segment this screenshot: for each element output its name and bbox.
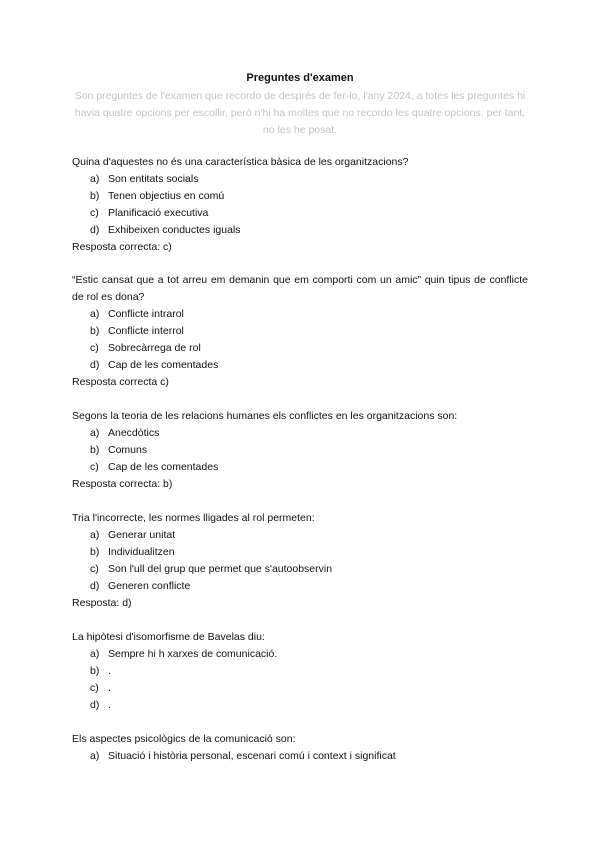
answer-line: Resposta correcta c)	[72, 376, 169, 388]
question-6	[72, 731, 528, 765]
question-stem: La hipòtesi d'isomorfisme de Bavelas diu:	[72, 631, 265, 643]
question-3	[72, 408, 528, 493]
answer-line: Resposta correcta: c)	[72, 241, 172, 253]
question-2	[72, 272, 528, 391]
option-d: d) .	[90, 699, 111, 711]
option-a: a) Situació i història personal, escenari comú i context i significat	[90, 750, 396, 762]
question-stem: Els aspectes psicològics de la comunicació son:	[72, 733, 296, 745]
option-c: c) Cap de les comentades	[90, 461, 219, 473]
question-stem: Quina d'aquestes no és una característica bàsica de les organitzacions?	[72, 156, 409, 168]
question-4	[72, 510, 528, 612]
option-c: c) Son l'ull del grup que permet que s'autoobservin	[90, 563, 333, 575]
option-d: d) Generen conflicte	[90, 580, 191, 592]
question-stem: “Estic cansat que a tot arreu em demanin que em comporti com un amic” quin tipus de conflicte de rol es dona?	[72, 274, 528, 303]
option-b: b) .	[90, 665, 111, 677]
question-5	[72, 629, 528, 714]
answer-line: Resposta: d)	[72, 597, 132, 609]
option-c: c) .	[90, 682, 111, 694]
option-b: b) Tenen objectius en comú	[90, 190, 225, 202]
option-a: a) Son entitats socials	[90, 173, 199, 185]
answer-line: Resposta correcta: b)	[72, 478, 173, 490]
option-c: c) Sobrecàrrega de rol	[90, 342, 201, 354]
option-d: d) Cap de les comentades	[90, 359, 219, 371]
option-d: d) Exhibeixen conductes iguals	[90, 224, 241, 236]
option-a: a) Conflicte intrarol	[90, 308, 184, 320]
option-a: a) Anecdòtics	[90, 427, 160, 439]
page-title: Preguntes d'examen	[246, 72, 354, 84]
option-a: a) Sempre hi h xarxes de comunicació.	[90, 648, 278, 660]
option-b: b) Comuns	[90, 444, 148, 456]
option-c: c) Planificació executiva	[90, 207, 209, 219]
question-stem: Segons la teoria de les relacions humanes els conflictes en les organitzacions son:	[72, 410, 458, 422]
option-b: b) Conflicte interrol	[90, 325, 184, 337]
question-1	[72, 154, 528, 256]
question-stem: Tria l'incorrecte, les normes lligades al rol permeten:	[72, 512, 315, 524]
option-b: b) Individualitzen	[90, 546, 175, 558]
page-subtitle: Son preguntes de l'examen que recordo de després de fer-lo, l'any 2024, a totes les preguntes hi havia quatre opcions per escollir, però n'hi ha moltes que no recordo les quatre opcions, per tant, no les he posat.	[74, 90, 526, 136]
option-a: a) Generar unitat	[90, 529, 176, 541]
